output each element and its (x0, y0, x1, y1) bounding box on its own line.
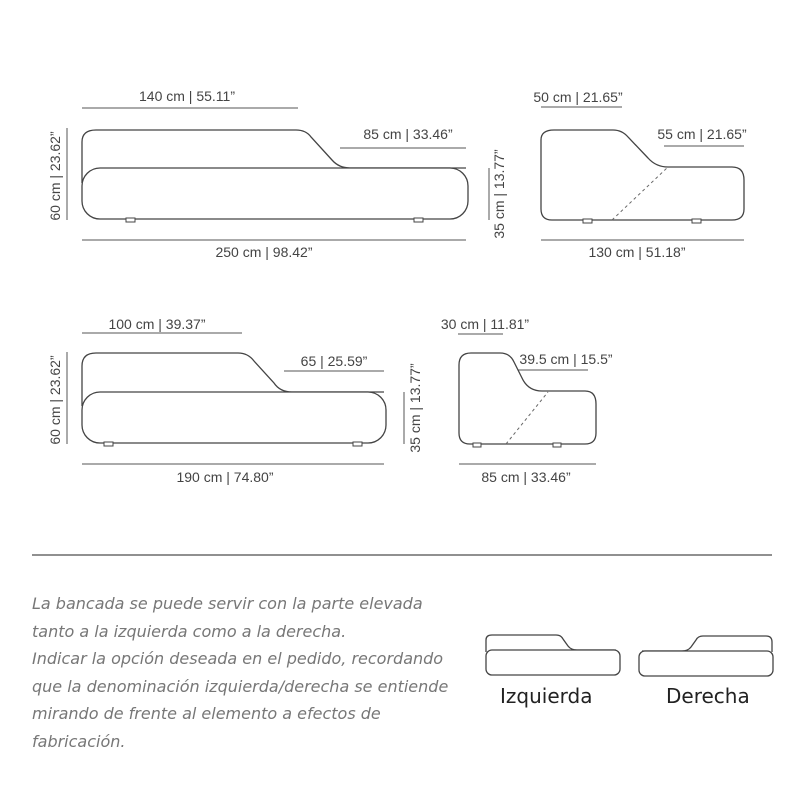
small-bench-end-view (404, 316, 613, 485)
small-side-seat-depth: 65 | 25.59” (300, 353, 368, 369)
note-line: que la denominación izquierda/derecha se entiende (32, 676, 449, 696)
small-side-top-width: 100 cm | 39.37” (108, 316, 206, 332)
note-line: tanto a la izquierda como a la derecha. (32, 621, 347, 641)
large-side-top-width: 140 cm | 55.11” (139, 88, 235, 104)
large-bench-end-view (489, 89, 747, 260)
small-side-height: 60 cm | 23.62” (47, 355, 63, 445)
small-end-height: 35 cm | 13.77” (407, 363, 423, 453)
note-line: fabricación. (32, 731, 126, 751)
order-note (32, 590, 472, 755)
large-end-height: 35 cm | 13.77” (491, 149, 507, 239)
large-side-length: 250 cm | 98.42” (215, 244, 313, 260)
note-line: La bancada se puede servir con la parte elevada (32, 594, 423, 613)
note-line: Indicar la opción deseada en el pedido, recordando (32, 649, 444, 668)
large-bench-side-view (47, 88, 468, 260)
right-option-bench-icon (639, 636, 773, 676)
left-option-bench-icon (486, 635, 620, 675)
right-option-label: Derecha (666, 684, 750, 708)
small-end-seat: 39.5 cm | 15.5” (519, 351, 613, 367)
large-side-height: 60 cm | 23.62” (47, 131, 63, 221)
note-line: mirando de frente al elemento a efectos de (32, 704, 381, 723)
small-side-length: 190 cm | 74.80” (176, 469, 274, 485)
left-option-label: Izquierda (500, 684, 593, 708)
small-end-width: 85 cm | 33.46” (481, 469, 571, 485)
small-bench-side-view (47, 316, 386, 485)
large-end-width: 130 cm | 51.18” (588, 244, 686, 260)
large-side-seat-depth: 85 cm | 33.46” (363, 126, 453, 142)
small-end-top: 30 cm | 11.81” (440, 316, 530, 332)
large-end-top: 50 cm | 21.65” (533, 89, 623, 105)
large-end-seat: 55 cm | 21.65” (657, 126, 747, 142)
